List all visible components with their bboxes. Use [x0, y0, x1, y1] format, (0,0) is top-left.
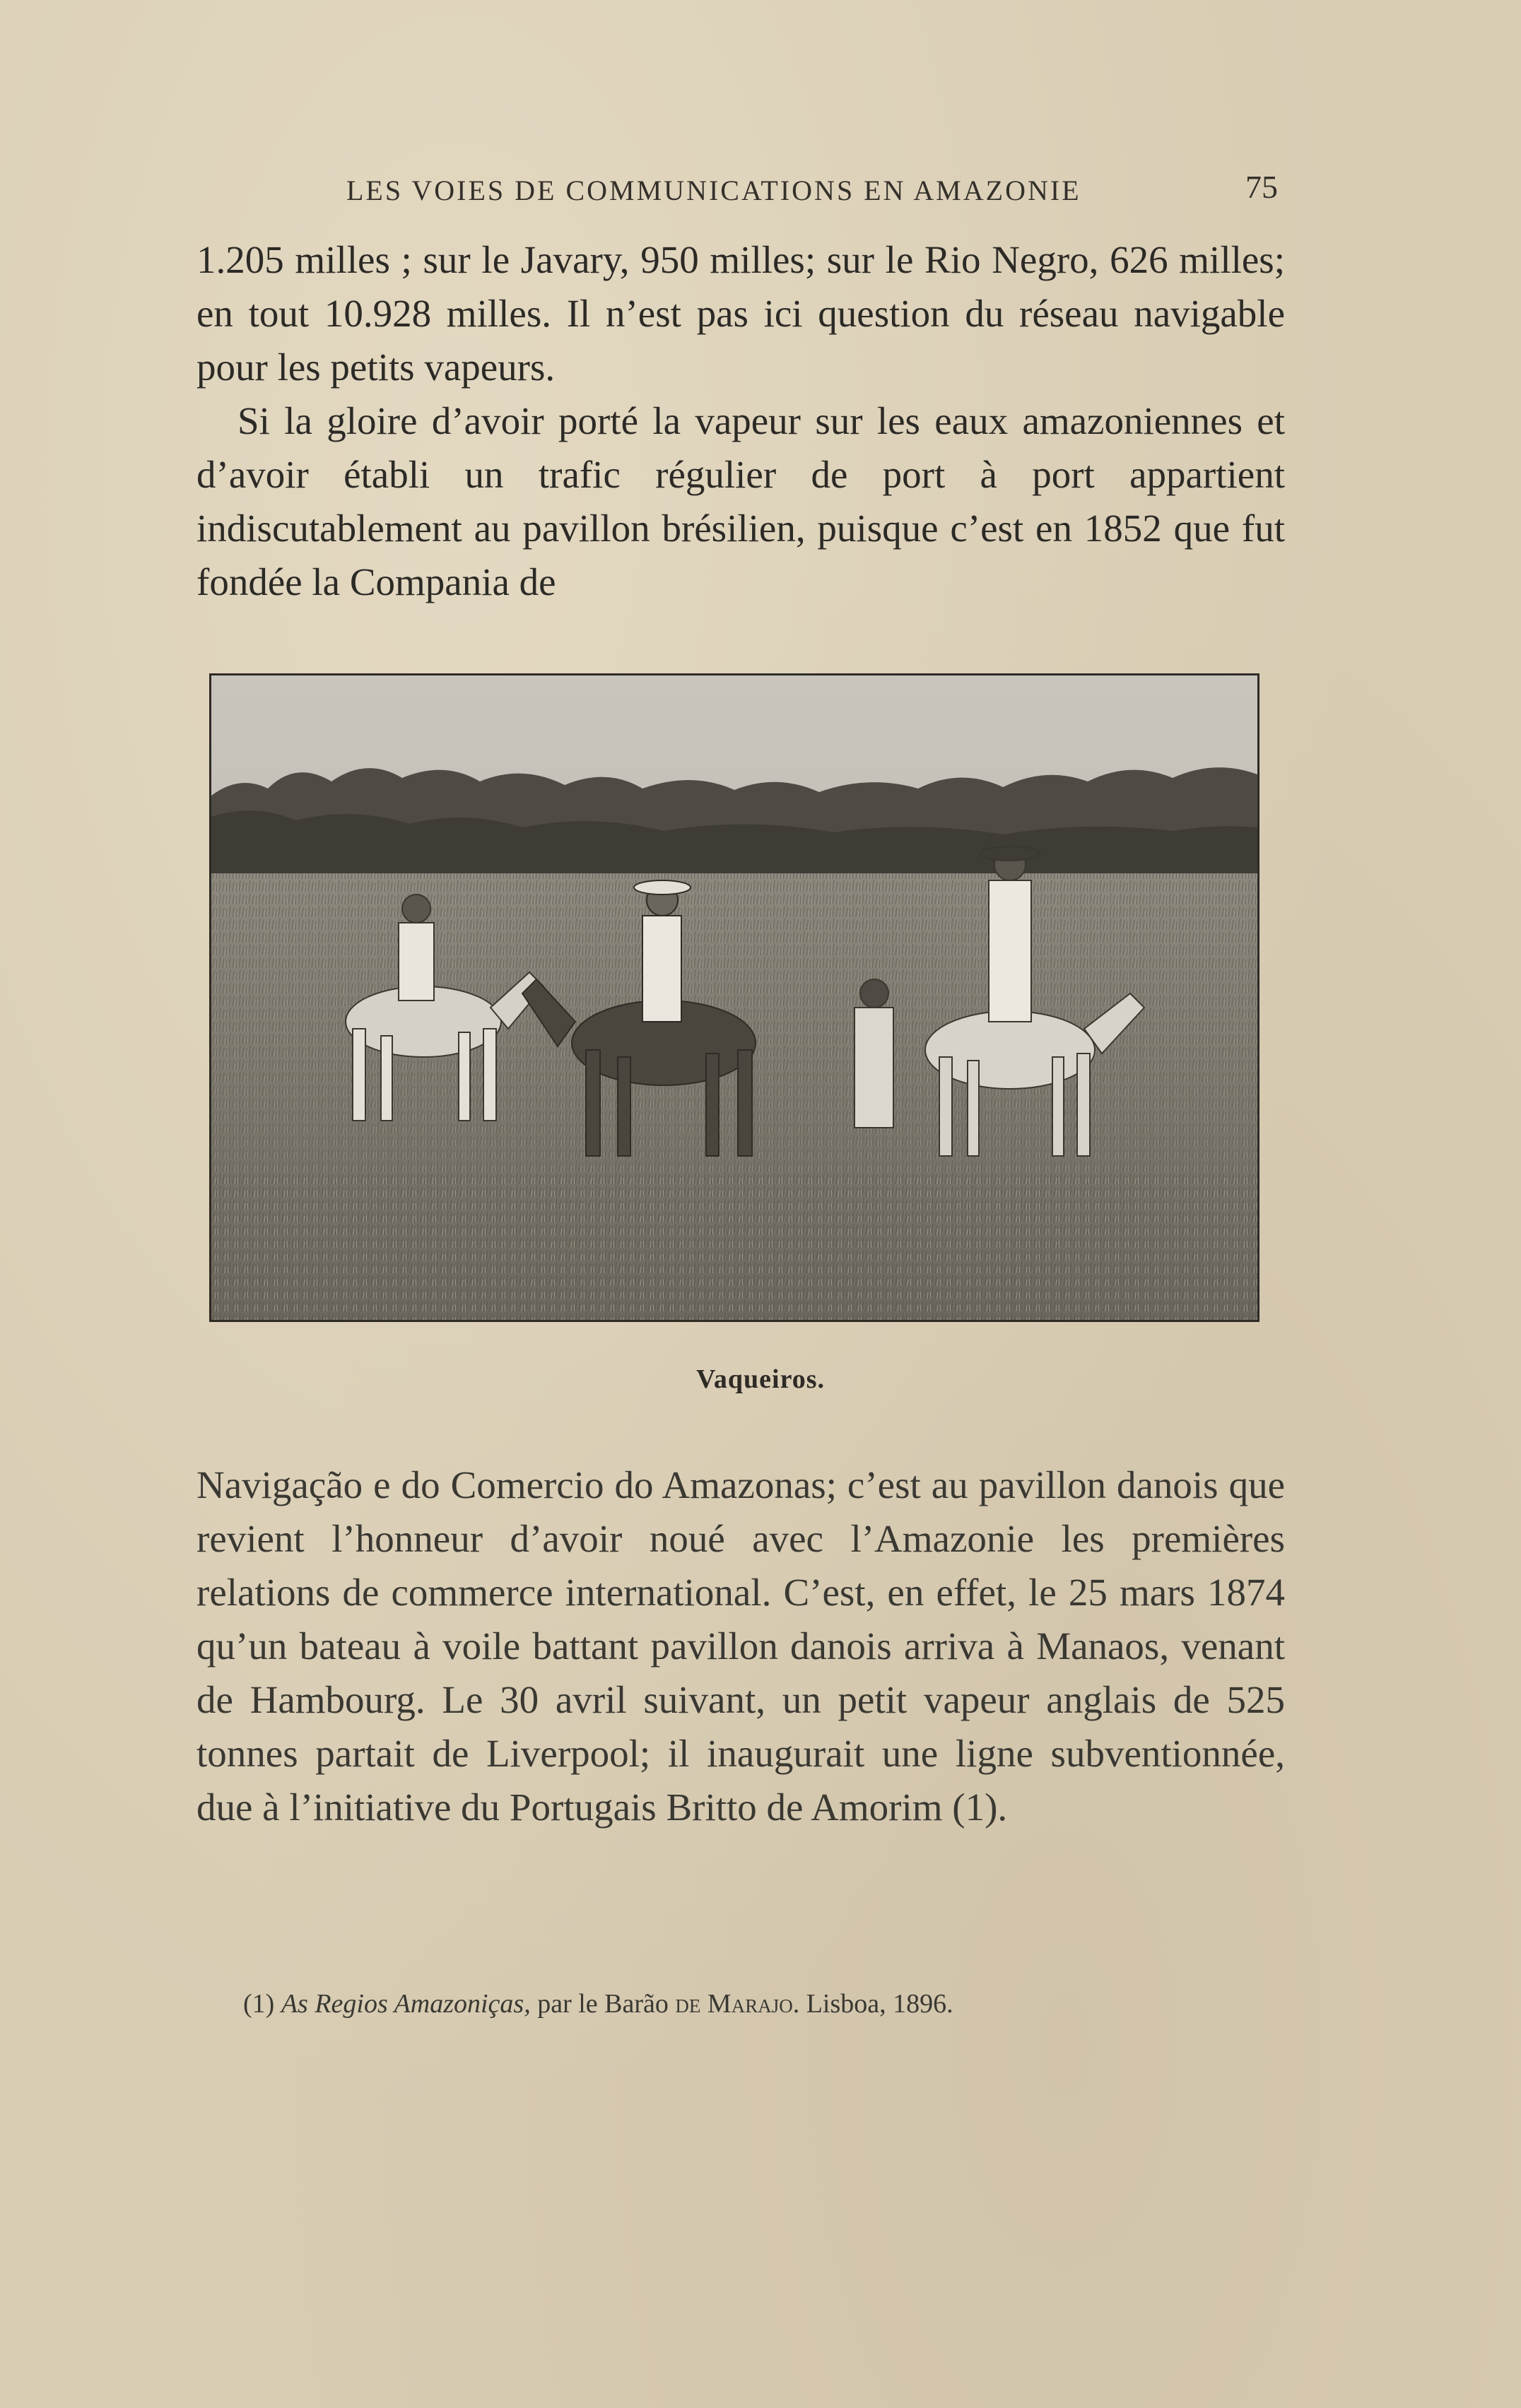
footnote-marker: (1) — [243, 1989, 275, 2019]
photo-illustration — [211, 675, 1257, 1320]
photograph-vaqueiros — [209, 673, 1259, 1322]
footnote-author-particle: de — [675, 1989, 701, 2019]
running-header: LES VOIES DE COMMUNICATIONS EN AMAZONIE — [346, 175, 1081, 206]
body-text-bottom — [196, 1458, 1285, 1834]
page-number: 75 — [1245, 169, 1278, 205]
paragraph: Si la gloire d’avoir porté la vapeur sur les eaux amazoniennes et d’avoir établi un trafic régulier de port à port appartient indiscutablement au pavillon brésilien, puisque c’est en 1852 que fut fondée la Compania de — [196, 399, 1285, 603]
footnote-title: As Regios Amazoniças, — [281, 1989, 531, 2019]
paragraph: Navigação e do Comercio do Amazonas; c’est au pavillon danois que revient l’honneur d’avoir noué avec l’Amazonie les premières relations de commerce international. C’est, en effet, le 25 mars 1874 qu’un bateau à voile battant pavillon danois arriva à Manaos, venant de Hambourg. Le 30 avril suivant, un petit vapeur anglais de 525 tonnes partait de Liverpool; il inaugurait une ligne subventionnée, due à l’initiative du Portugais Britto de Amorim (1). — [196, 1463, 1285, 1829]
footnote-author-first: Barão — [604, 1989, 669, 2019]
figure-caption: Vaqueiros. — [695, 1364, 826, 1394]
footnote-place-year: Lisboa, 1896. — [806, 1989, 953, 2019]
footnote-by: par le — [537, 1989, 598, 2019]
footnote-author-last: Marajo. — [707, 1989, 800, 2019]
paragraph: 1.205 milles ; sur le Javary, 950 milles; sur le Rio Negro, 626 milles; en tout 10.928 milles. Il n’est pas ici question du réseau navigable pour les petits vapeurs. — [196, 238, 1285, 389]
body-text-top — [196, 233, 1285, 609]
footnote — [243, 1988, 1289, 2019]
